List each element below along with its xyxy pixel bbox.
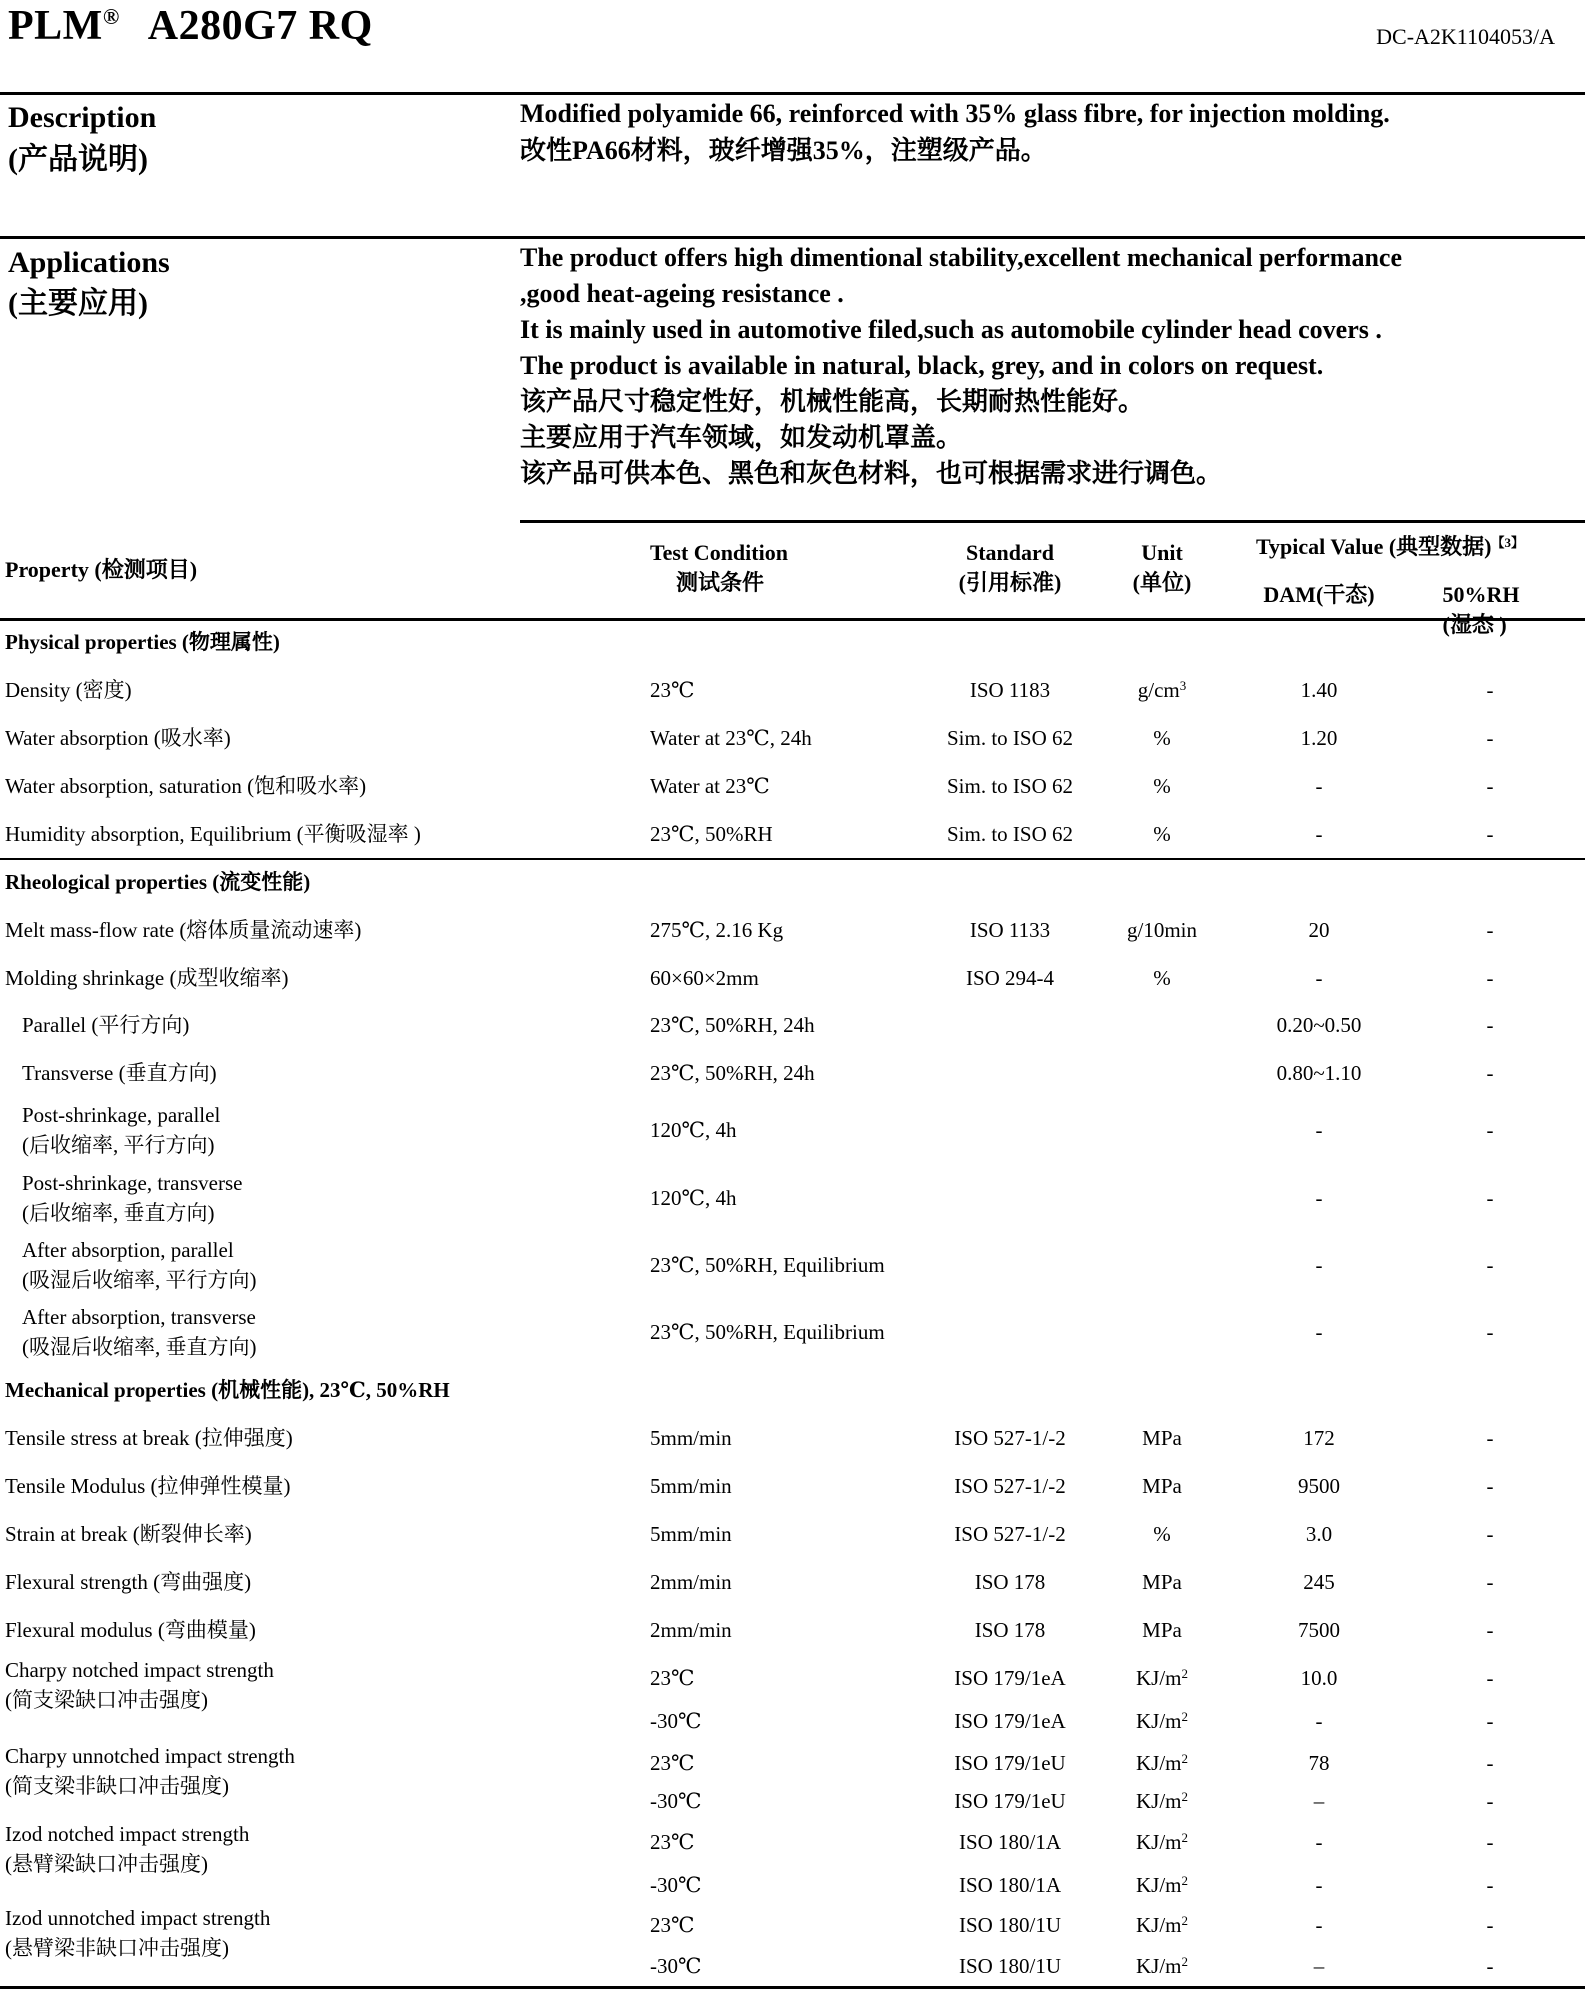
rh-cell: - [1486,1618,1494,1642]
applications-line: 该产品尺寸稳定性好，机械性能高，长期耐热性能好。 [520,387,1145,416]
unit-cell: % [1153,774,1171,798]
unit-cell: MPa [1142,1618,1182,1642]
condition-cell: -30℃ [650,1954,702,1978]
standard-cell: ISO 180/1U [958,1954,1062,1978]
unit-cell [1136,1952,1188,1980]
group-rheological: Rheological properties (流变性能) [5,870,311,894]
property-cell-cn: (吸湿后收缩率, 垂直方向) [22,1335,257,1359]
applications-line: The product is available in natural, black, grey, and in colors on request. [520,351,1324,380]
condition-cell: 2mm/min [650,1618,732,1642]
property-cell: Density (密度) [5,678,132,702]
property-cell-cn: (悬臂梁非缺口冲击强度) [5,1936,229,1960]
property-cell: Melt mass-flow rate (熔体质量流动速率) [5,918,362,942]
col-header-test-condition-cn: 测试条件 [676,570,765,595]
unit-text: KJ/m [1135,1830,1182,1854]
unit-exponent: 3 [1179,678,1187,693]
applications-line: The product offers high dimentional stability,excellent mechanical performance [520,243,1402,272]
standard-cell: ISO 527-1/-2 [954,1522,1066,1546]
property-cell: After absorption, parallel [22,1238,234,1262]
standard-cell: ISO 180/1U [958,1913,1062,1937]
divider [0,618,1585,621]
dam-cell: - [1315,1709,1323,1733]
rh-cell: - [1486,1830,1494,1854]
rh-cell: - [1486,1013,1494,1037]
property-cell-cn: (后收缩率, 垂直方向) [22,1201,215,1225]
standard-cell: Sim. to ISO 62 [946,822,1074,846]
description-line: 改性PA66材料，玻纤增强35%，注塑级产品。 [520,136,1047,165]
dam-cell: 1.40 [1300,678,1338,702]
unit-cell [1136,1871,1188,1899]
property-cell-cn: (后收缩率, 平行方向) [22,1133,215,1157]
unit-text: KJ/m [1135,1789,1182,1813]
brand-name: PLM [8,3,103,49]
divider [0,858,1585,860]
unit-exponent: 2 [1181,1954,1189,1969]
unit-cell: MPa [1142,1474,1182,1498]
condition-cell: 120℃, 4h [650,1118,737,1142]
rh-cell: - [1486,822,1494,846]
unit-text: KJ/m [1135,1709,1182,1733]
col-header-unit: Unit [1141,540,1183,565]
rh-cell: - [1486,1570,1494,1594]
col-header-test-condition: Test Condition [650,540,788,565]
rh-cell: - [1486,1426,1494,1450]
rh-cell: - [1486,1751,1494,1775]
unit-cell: % [1153,822,1171,846]
dam-cell: - [1315,1320,1323,1344]
dam-cell: - [1315,1913,1323,1937]
unit-cell [1136,1664,1188,1692]
dam-cell: 78 [1308,1751,1330,1775]
rh-cell: - [1486,1873,1494,1897]
rh-cell: - [1486,1118,1494,1142]
condition-cell: 23℃, 50%RH [650,822,773,846]
unit-text: KJ/m [1135,1954,1182,1978]
col-header-typical [1256,532,1524,562]
dam-cell: – [1313,1954,1325,1978]
model-name: A280G7 RQ [147,3,373,49]
condition-cell: 5mm/min [650,1426,732,1450]
dam-cell: 0.80~1.10 [1276,1061,1362,1085]
property-cell: Tensile Modulus (拉伸弹性模量) [5,1474,291,1498]
dam-cell: 7500 [1298,1618,1340,1642]
rh-cell: - [1486,966,1494,990]
dam-cell: 1.20 [1300,726,1338,750]
col-header-standard: Standard [965,540,1055,565]
property-cell: Flexural strength (弯曲强度) [5,1570,252,1594]
unit-exponent: 2 [1181,1789,1189,1804]
applications-subtitle: (主要应用) [8,287,148,320]
unit-cell [1136,1707,1188,1735]
applications-line: ,good heat-ageing resistance . [520,279,844,308]
dam-cell: 9500 [1298,1474,1340,1498]
dam-cell: 20 [1308,918,1330,942]
unit-text: KJ/m [1135,1873,1182,1897]
applications-line: It is mainly used in automotive filed,such as automobile cylinder head covers . [520,315,1382,344]
dam-cell: 3.0 [1305,1522,1333,1546]
condition-cell: 23℃, 50%RH, 24h [650,1061,815,1085]
unit-cell [1136,1911,1188,1939]
condition-cell: -30℃ [650,1709,702,1733]
condition-cell: 23℃, 50%RH, 24h [650,1013,815,1037]
unit-cell: % [1153,726,1171,750]
standard-cell: ISO 178 [974,1618,1046,1642]
col-header-dam: DAM(干态) [1263,582,1375,607]
property-cell-cn: (简支梁非缺口冲击强度) [5,1774,229,1798]
dam-cell: - [1315,774,1323,798]
property-cell: Parallel (平行方向) [22,1013,190,1037]
unit-cell [1136,1787,1188,1815]
description-subtitle: (产品说明) [8,143,148,176]
property-cell: Molding shrinkage (成型收缩率) [5,966,289,990]
dam-cell: - [1315,1118,1323,1142]
property-cell: Humidity absorption, Equilibrium (平衡吸湿率 ) [5,822,421,846]
applications-line: 该产品可供本色、黑色和灰色材料，也可根据需求进行调色。 [520,459,1223,488]
dam-cell: – [1313,1789,1325,1813]
property-cell: Water absorption (吸水率) [5,726,231,750]
col-header-rh: 50%RH (湿态 ) [1442,582,1520,637]
condition-cell: 5mm/min [650,1522,732,1546]
rh-cell: - [1486,1954,1494,1978]
property-cell: Izod notched impact strength [5,1822,250,1846]
dam-cell: - [1315,1873,1323,1897]
property-cell: Post-shrinkage, parallel [22,1103,221,1127]
dam-cell: 10.0 [1300,1666,1338,1690]
standard-cell: ISO 1133 [969,918,1051,942]
condition-cell: 23℃ [650,1751,695,1775]
rh-cell: - [1486,726,1494,750]
dam-cell: - [1315,1186,1323,1210]
standard-cell: ISO 179/1eU [954,1789,1066,1813]
condition-cell: Water at 23℃, 24h [650,726,812,750]
rh-cell: - [1486,918,1494,942]
property-cell: Flexural modulus (弯曲模量) [5,1618,256,1642]
col-header-standard-cn: (引用标准) [958,570,1062,595]
condition-cell: -30℃ [650,1873,702,1897]
registered-mark: ® [102,4,120,29]
standard-cell: ISO 1183 [969,678,1051,702]
unit-exponent: 2 [1181,1913,1189,1928]
dam-cell: - [1315,822,1323,846]
rh-cell: - [1486,774,1494,798]
rh-cell: - [1486,1913,1494,1937]
group-mechanical: Mechanical properties (机械性能), 23℃, 50%RH [5,1378,450,1402]
property-cell: Post-shrinkage, transverse [22,1171,243,1195]
condition-cell: 23℃, 50%RH, Equilibrium [650,1320,885,1344]
property-cell: Water absorption, saturation (饱和吸水率) [5,774,367,798]
standard-cell: ISO 527-1/-2 [954,1474,1066,1498]
unit-exponent: 2 [1181,1873,1189,1888]
unit-cell: % [1153,966,1171,990]
divider [0,1986,1585,1989]
standard-cell: Sim. to ISO 62 [946,774,1074,798]
dam-cell: 172 [1303,1426,1335,1450]
condition-cell: 23℃ [650,1830,695,1854]
property-cell: After absorption, transverse [22,1305,256,1329]
unit-text: KJ/m [1135,1666,1182,1690]
rh-cell: - [1486,1522,1494,1546]
standard-cell: ISO 178 [974,1570,1046,1594]
condition-cell: 2mm/min [650,1570,732,1594]
applications-line: 主要应用于汽车领域，如发动机罩盖。 [520,423,963,452]
unit-exponent: 2 [1181,1709,1189,1724]
description-line: Modified polyamide 66, reinforced with 35% glass fibre, for injection molding. [520,99,1390,128]
rh-cell: - [1486,1789,1494,1813]
applications-title: Applications [8,246,170,279]
unit-text: KJ/m [1135,1913,1182,1937]
rh-cell: - [1486,1666,1494,1690]
document-code: DC-A2K1104053/A [1376,24,1555,49]
condition-cell: 120℃, 4h [650,1186,737,1210]
standard-cell: ISO 179/1eA [954,1709,1066,1733]
col-header-property: Property (检测项目) [5,557,198,582]
property-cell: Strain at break (断裂伸长率) [5,1522,252,1546]
rh-cell: - [1486,1320,1494,1344]
unit-cell [1138,676,1187,704]
condition-cell: 23℃, 50%RH, Equilibrium [650,1253,885,1277]
rh-cell: - [1486,1253,1494,1277]
dam-cell: - [1315,1253,1323,1277]
footnote-ref: 【3】 [1491,535,1525,550]
unit-cell [1136,1828,1188,1856]
condition-cell: 23℃ [650,1913,695,1937]
unit-cell: MPa [1142,1570,1182,1594]
standard-cell: ISO 527-1/-2 [954,1426,1066,1450]
unit-text: KJ/m [1135,1751,1182,1775]
col-header-unit-cn: (单位) [1132,570,1192,595]
property-cell: Tensile stress at break (拉伸强度) [5,1426,293,1450]
dam-cell: 0.20~0.50 [1276,1013,1362,1037]
unit-exponent: 2 [1181,1666,1189,1681]
unit-text: g/cm [1137,678,1180,702]
standard-cell: Sim. to ISO 62 [946,726,1074,750]
rh-cell: - [1486,1709,1494,1733]
standard-cell: ISO 179/1eA [954,1666,1066,1690]
standard-cell: ISO 180/1A [958,1830,1062,1854]
divider [0,92,1585,95]
property-cell-cn: (悬臂梁缺口冲击强度) [5,1852,208,1876]
standard-cell: ISO 180/1A [958,1873,1062,1897]
rh-cell: - [1486,1061,1494,1085]
property-cell: Charpy notched impact strength [5,1658,274,1682]
description-title: Description [8,101,157,134]
unit-exponent: 2 [1181,1830,1189,1845]
rh-cell: - [1486,678,1494,702]
dam-cell: - [1315,966,1323,990]
property-cell: Charpy unnotched impact strength [5,1744,295,1768]
unit-cell: g/10min [1126,918,1198,942]
rh-cell: - [1486,1186,1494,1210]
unit-cell: MPa [1142,1426,1182,1450]
standard-cell: ISO 179/1eU [954,1751,1066,1775]
rh-cell: - [1486,1474,1494,1498]
divider [520,520,1585,523]
condition-cell: 5mm/min [650,1474,732,1498]
dam-cell: 245 [1303,1570,1335,1594]
condition-cell: Water at 23℃ [650,774,770,798]
typical-label: Typical Value (典型数据) [1256,534,1492,559]
condition-cell: 23℃ [650,678,695,702]
property-cell: Izod unnotched impact strength [5,1906,271,1930]
unit-cell: % [1153,1522,1171,1546]
property-cell-cn: (吸湿后收缩率, 平行方向) [22,1268,257,1292]
property-cell-cn: (简支梁缺口冲击强度) [5,1688,208,1712]
condition-cell: 60×60×2mm [650,966,759,990]
condition-cell: -30℃ [650,1789,702,1813]
condition-cell: 275℃, 2.16 Kg [650,918,784,942]
group-physical: Physical properties (物理属性) [5,630,280,654]
unit-exponent: 2 [1181,1751,1189,1766]
divider [0,236,1585,239]
unit-cell [1136,1749,1188,1777]
condition-cell: 23℃ [650,1666,695,1690]
product-title [8,2,373,50]
standard-cell: ISO 294-4 [965,966,1055,990]
property-cell: Transverse (垂直方向) [22,1061,217,1085]
dam-cell: - [1315,1830,1323,1854]
